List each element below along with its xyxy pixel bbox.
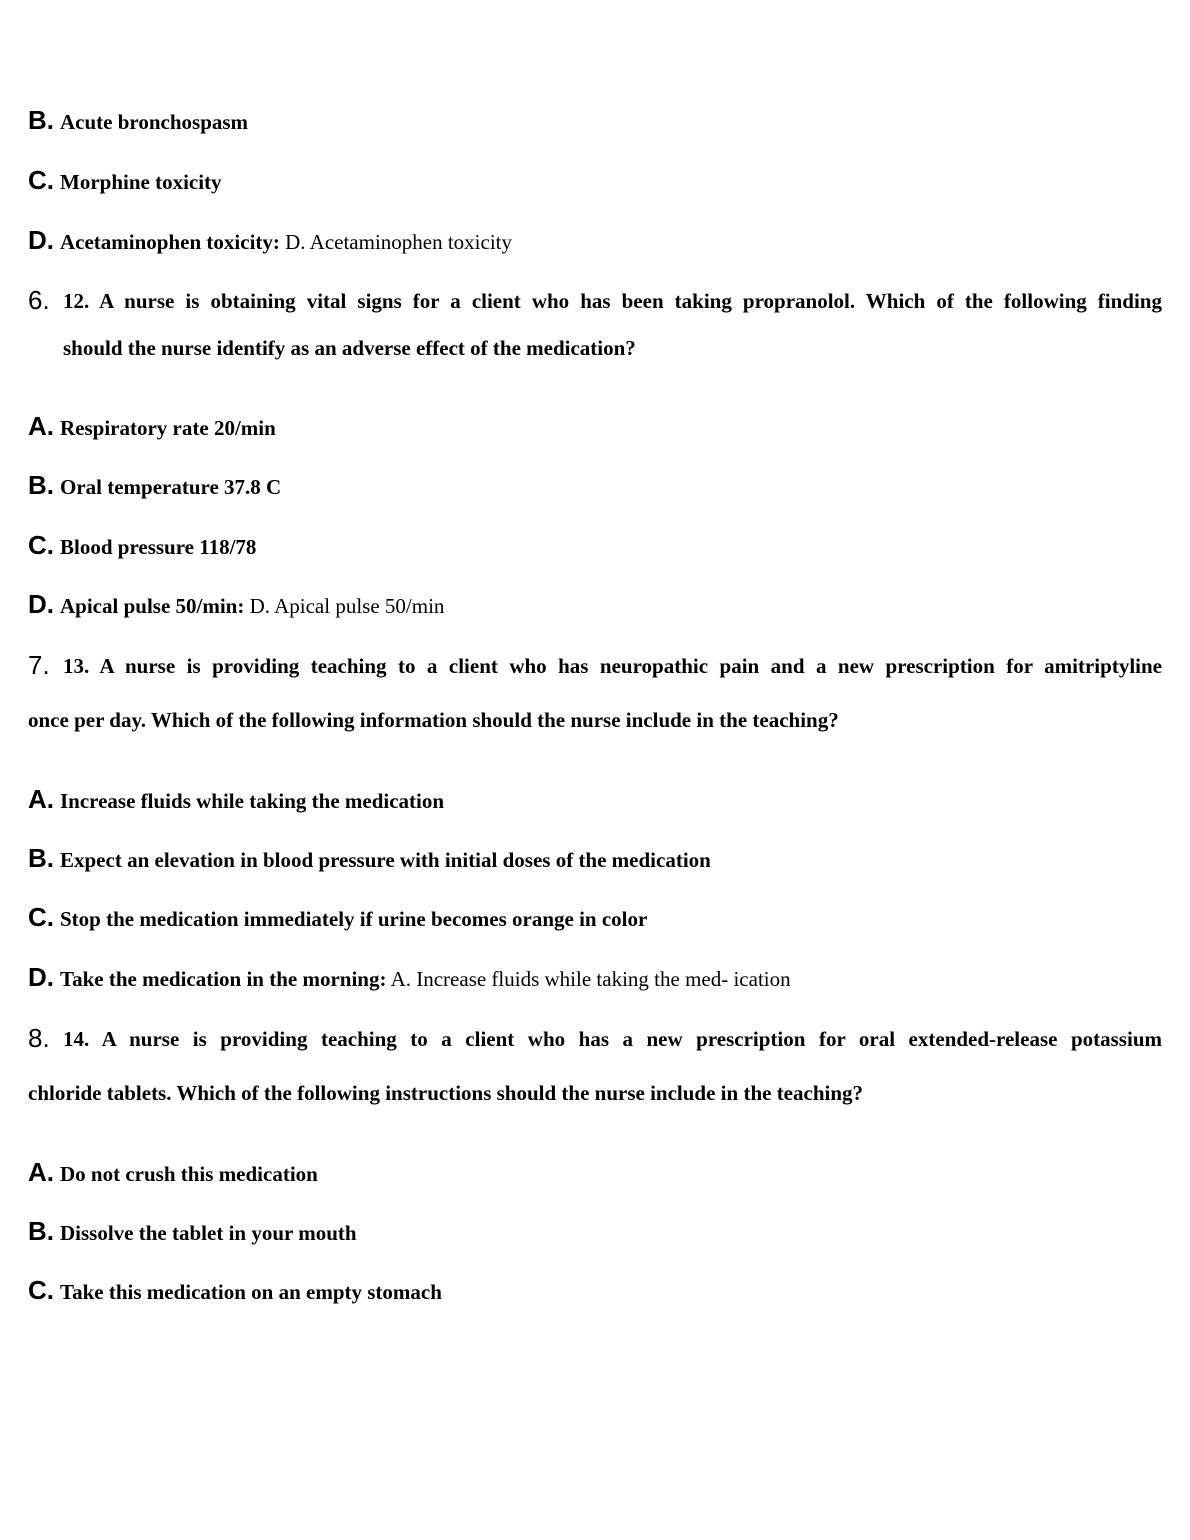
option-d [28, 963, 1162, 993]
question-number: 6. [28, 285, 50, 315]
answer-text: D. Apical pulse 50/min [244, 594, 445, 618]
option-c [28, 1276, 1162, 1306]
question-text-line2: chloride tablets. Which of the following instructions should the nurse include in the teaching? [28, 1081, 864, 1105]
option-letter: B. [28, 1216, 54, 1246]
option-letter: C. [28, 165, 54, 195]
option-text: Expect an elevation in blood pressure with initial doses of the medication [60, 848, 711, 872]
question-text-line1: 13. A nurse is providing teaching to a client who has neuropathic pain and a new prescription for amitriptyline [63, 654, 1162, 678]
option-a [28, 785, 1162, 815]
option-b [28, 1217, 1162, 1247]
option-text: Increase fluids while taking the medication [60, 789, 445, 813]
option-text: Blood pressure 118/78 [60, 535, 257, 559]
option-text: Do not crush this medication [60, 1162, 318, 1186]
question-text-line1: 12. A nurse is obtaining vital signs for a client who has been taking propranolol. Which of the following finding [63, 289, 1162, 313]
option-letter: C. [28, 902, 54, 932]
option-text: Apical pulse 50/min: [60, 594, 245, 618]
option-letter: C. [28, 530, 54, 560]
option-letter: B. [28, 105, 54, 135]
option-letter: D. [28, 225, 54, 255]
option-letter: C. [28, 1275, 54, 1305]
answer-text: D. Acetaminophen toxicity [279, 230, 513, 254]
option-a [28, 412, 1162, 442]
option-text: Respiratory rate 20/min [60, 416, 276, 440]
option-b [28, 844, 1162, 874]
question-number: 7. [28, 650, 50, 680]
option-text: Take this medication on an empty stomach [60, 1280, 442, 1304]
option-c [28, 531, 1162, 561]
option-letter: A. [28, 784, 54, 814]
option-a [28, 1158, 1162, 1188]
question-text-line2: once per day. Which of the following information should the nurse include in the teaching? [28, 708, 839, 732]
question-text-line2: should the nurse identify as an adverse effect of the medication? [63, 336, 636, 360]
option-letter: A. [28, 1157, 54, 1187]
option-b [28, 471, 1162, 501]
option-text: Oral temperature 37.8 C [60, 475, 282, 499]
option-b [28, 106, 1162, 136]
option-letter: D. [28, 962, 54, 992]
option-letter: D. [28, 589, 54, 619]
question-number: 8. [28, 1023, 50, 1053]
answer-text: A. Increase fluids while taking the med- ication [386, 967, 791, 991]
option-letter: A. [28, 411, 54, 441]
option-c [28, 903, 1162, 933]
option-c [28, 166, 1162, 196]
option-d [28, 226, 1162, 256]
option-text: Dissolve the tablet in your mouth [60, 1221, 357, 1245]
option-d [28, 590, 1162, 620]
option-letter: B. [28, 470, 54, 500]
option-text: Acute bronchospasm [60, 110, 249, 134]
option-letter: B. [28, 843, 54, 873]
option-text: Stop the medication immediately if urine becomes orange in color [60, 907, 648, 931]
question-text-line1: 14. A nurse is providing teaching to a client who has a new prescription for oral extended-release potassium [63, 1027, 1162, 1051]
option-text: Acetaminophen toxicity: [60, 230, 280, 254]
option-text: Take the medication in the morning: [60, 967, 387, 991]
option-text: Morphine toxicity [60, 170, 222, 194]
